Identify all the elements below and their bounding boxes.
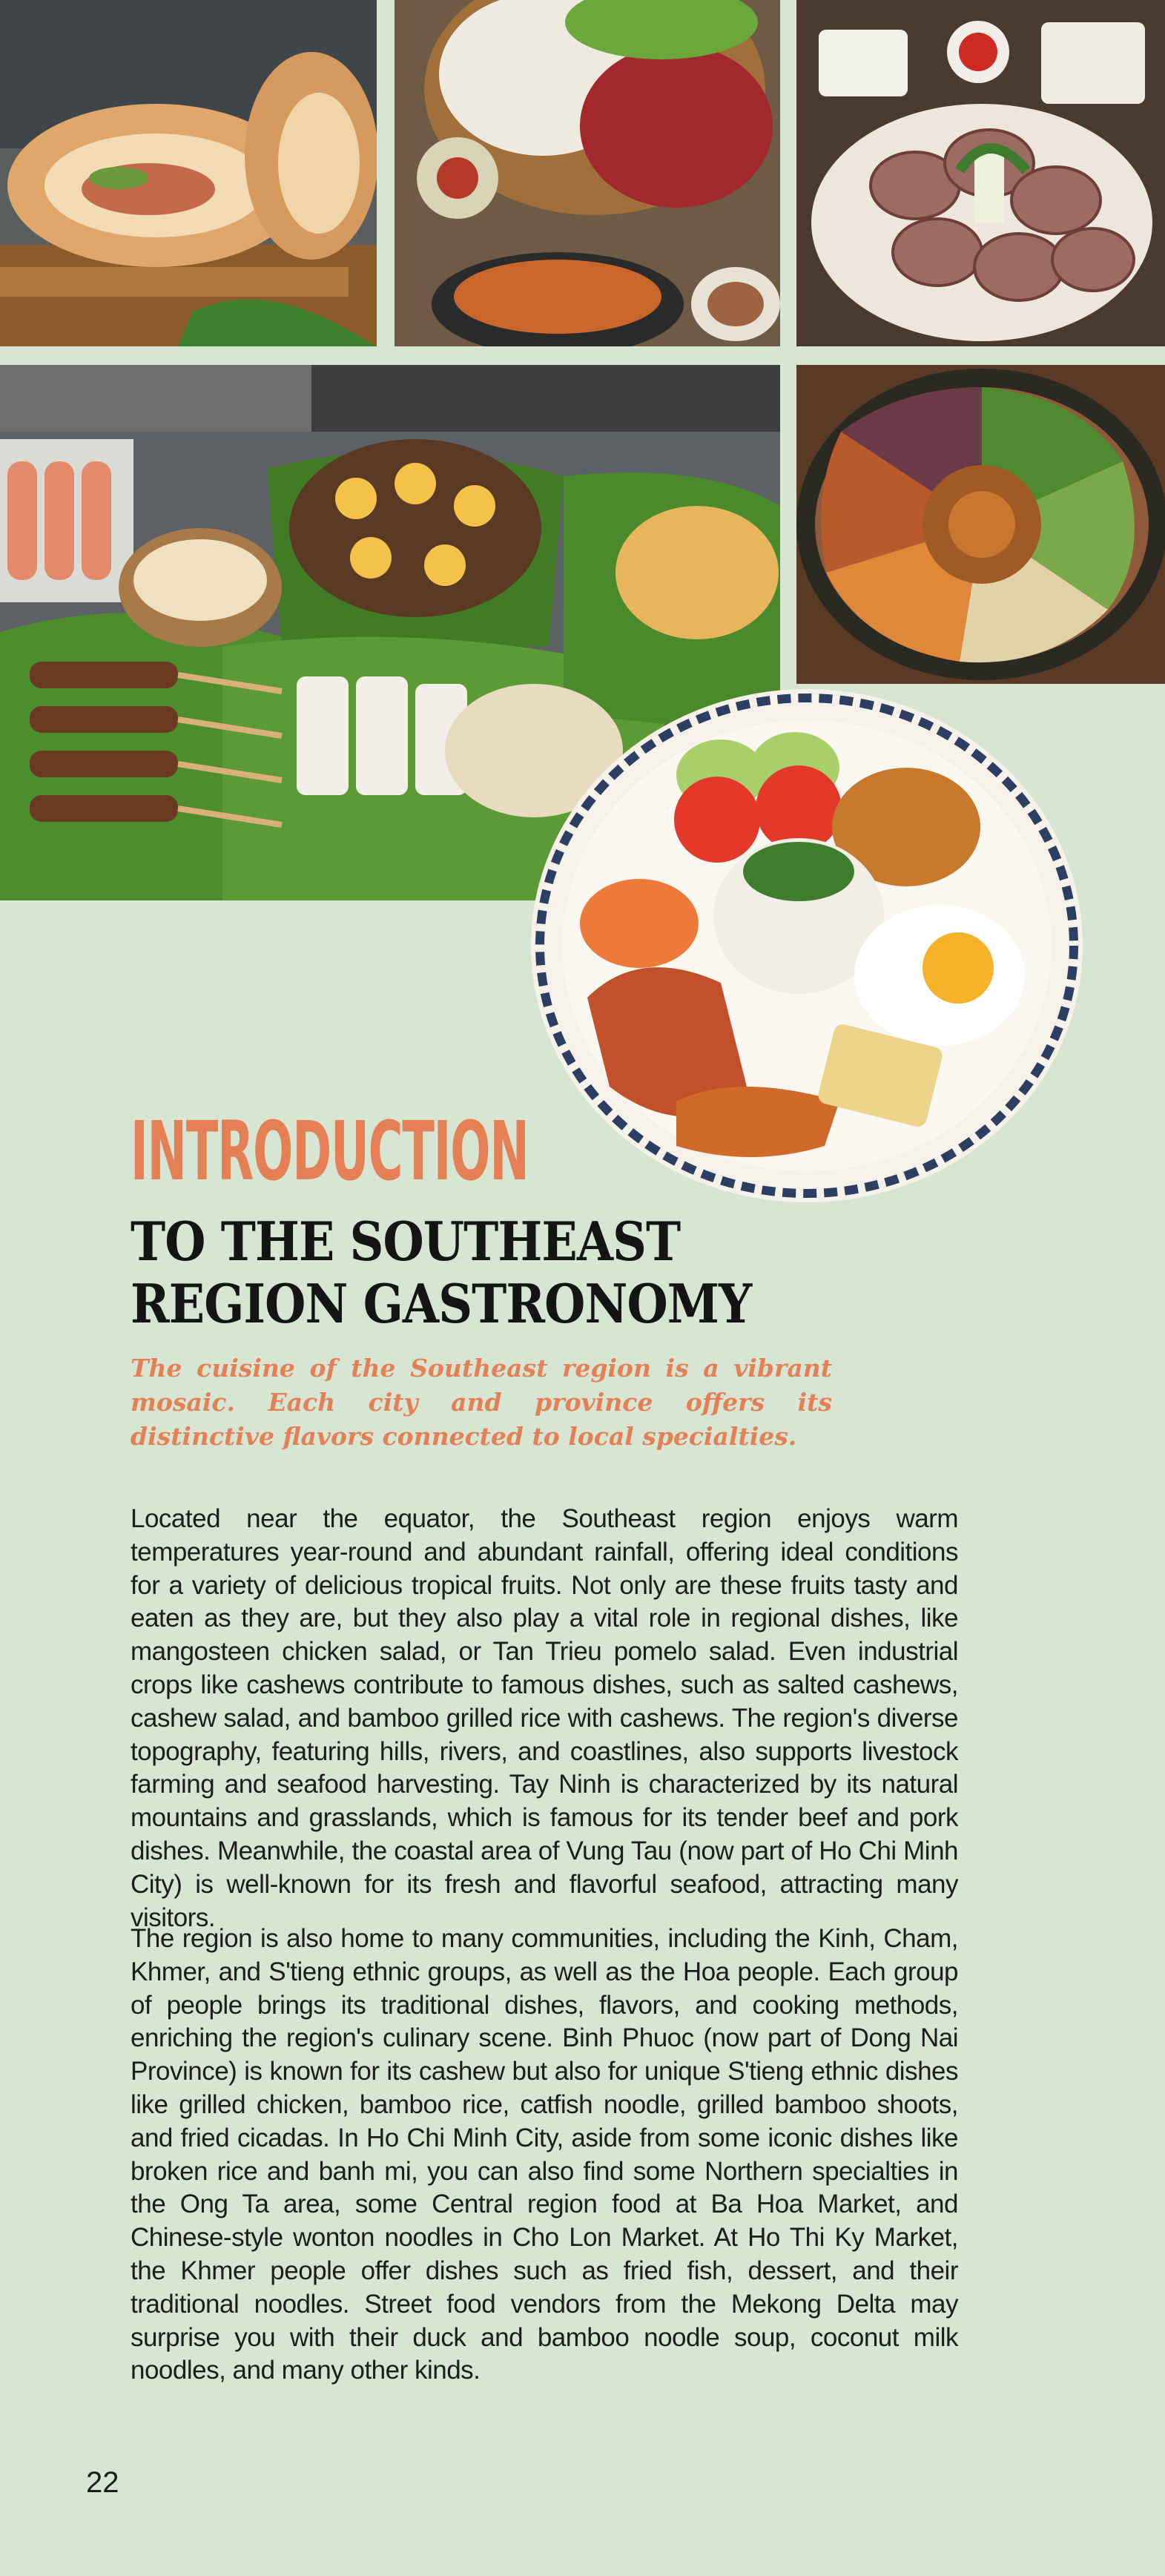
noodle-soup-photo [395, 0, 780, 346]
banh-mi-photo [0, 0, 377, 346]
lead-paragraph: The cuisine of the Southeast region is a vibrant mosaic. Each city and province offers its distinctive flavors connected to local specialties. [131, 1354, 832, 1451]
heading-line-2: REGION GASTRONOMY [131, 1272, 752, 1335]
section-title: INTRODUCTION [131, 1104, 529, 1199]
page-number: 22 [86, 2466, 119, 2499]
body-paragraph-1: Located near the equator, the Southeast region enjoys warm temperatures year-round and abundant rainfall, offering ideal conditions for a variety of delicious tropical fruits. Not only are these fruits tasty and eaten as they are, but they also play a vital role in regional dishes, like mangosteen chicken salad, or Tan Trieu pomelo salad. Even industrial crops like cashews contribute to famous dishes, such as salted cashews, cashew salad, and bamboo grilled rice with cashews. The region's diverse topography, featuring hills, rivers, and coastlines, also supports livestock farming and seafood harvesting. Tay Ninh is characterized by its natural mountains and grasslands, which is famous for its tender beef and pork dishes. Meanwhile, the coastal area of Vung Tau (now part of Ho Chi Minh City) is well-known for its fresh and flavorful seafood, attracting many visitors. [131, 1504, 958, 1932]
broken-rice-plate-photo [528, 686, 1086, 1205]
section-heading [131, 1210, 751, 1335]
body-paragraph-2: The region is also home to many communities, including the Kinh, Cham, Khmer, and S'tieng ethnic groups, as well as the Hoa people. Each group of people brings its traditional dishes, flavors, and cooking methods, enriching the region's culinary scene. Binh Phuoc (now part of Dong Nai Province) is known for its cashew but also for unique S'tieng ethnic dishes like grilled chicken, bamboo rice, catfish noodle, grilled bamboo shoots, and fried cicadas. In Ho Chi Minh City, aside from some iconic dishes like broken rice and banh mi, you can also find some Northern specialties in the Ong Ta area, some Central region food at Ba Hoa Market, and Chinese-style wonton noodles in Cho Lon Market. At Ho Thi Ky Market, the Khmer people offer dishes such as fried fish, dessert, and their traditional noodles. Street food vendors from the Mekong Delta may surprise you with their duck and bamboo noodle soup, coconut milk noodles, and many other kinds. [131, 1924, 958, 2385]
heading-line-1: TO THE SOUTHEAST [131, 1210, 681, 1273]
seafood-platter-photo [796, 365, 1165, 684]
sliced-meat-platter-photo [796, 0, 1165, 346]
